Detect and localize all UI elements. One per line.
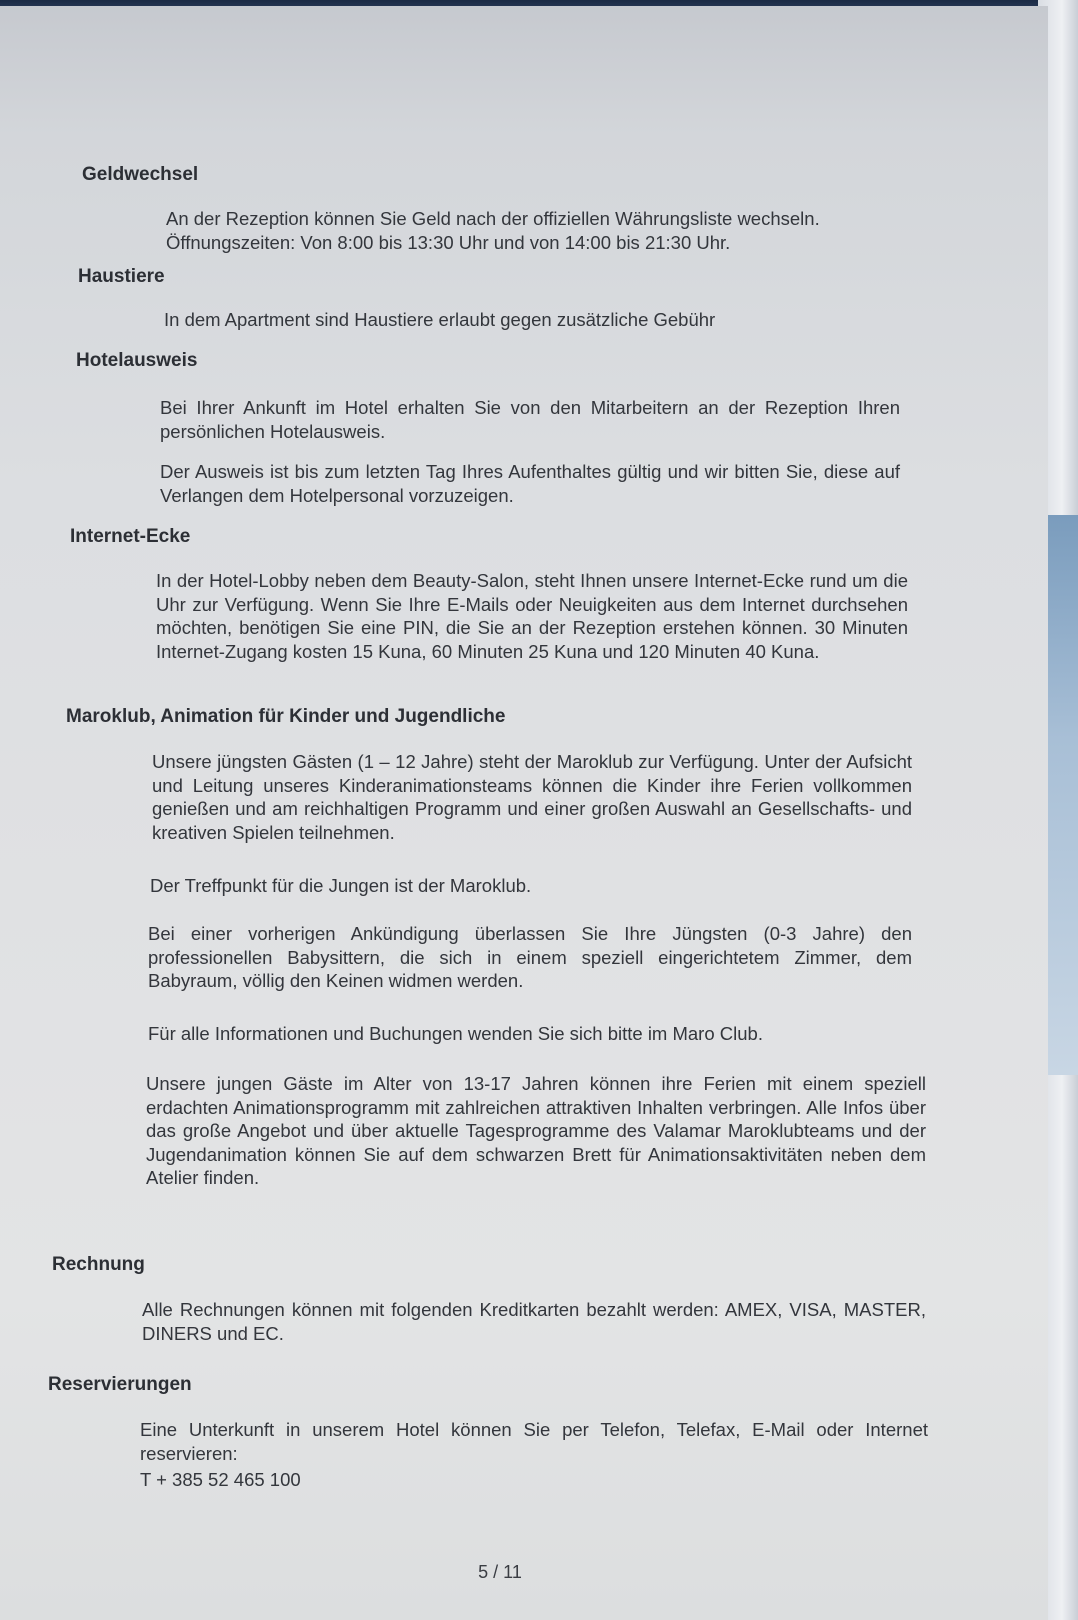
maroklub-text-4: Für alle Informationen und Buchungen wenden Sie sich bitte im Maro Club. <box>148 1023 763 1044</box>
document-page <box>0 6 1048 1620</box>
maroklub-text-3: Bei einer vorherigen Ankündigung überlassen Sie Ihre Jüngsten (0-3 Jahre) den professionellen Babysittern, die sich in einem speziell eingerichtetem Zimmer, dem Babyraum, völlig den Keinen widmen werden. <box>148 923 912 991</box>
hotelausweis-text-2: Der Ausweis ist bis zum letzten Tag Ihres Aufenthaltes gültig und wir bitten Sie, diese auf Verlangen dem Hotelpersonal vorzuzeigen. <box>160 461 900 506</box>
maroklub-text-5: Unsere jungen Gäste im Alter von 13-17 Jahren können ihre Ferien mit einem speziell erdachten Animationsprogramm mit zahlreichen attraktiven Inhalten verbringen. Alle Infos über das große Angebot und über aktuelle Tagesprogramme des Valamar Maroklubteams und der Jugendanimation können Sie auf dem schwarzen Brett für Animationsaktivitäten neben dem Atelier finden. <box>146 1073 926 1188</box>
geldwechsel-text: An der Rezeption können Sie Geld nach der offiziellen Währungsliste wechseln. Öffnungszeiten: Von 8:00 bis 13:30 Uhr und von 14:00 bis 21:30 Uhr. <box>166 208 820 253</box>
internet-text: In der Hotel-Lobby neben dem Beauty-Salon, steht Ihnen unsere Internet-Ecke rund um die Uhr zur Verfügung. Wenn Sie Ihre E-Mails oder Neuigkeiten aus dem Internet durchsehen möchten, benötigen Sie eine PIN, die Sie an der Rezeption erstehen können. 30 Minuten Internet-Zugang kosten 15 Kuna, 60 Minuten 25 Kuna und 120 Minuten 40 Kuna. <box>156 570 908 662</box>
hotelausweis-text-1: Bei Ihrer Ankunft im Hotel erhalten Sie von den Mitarbeitern an der Rezeption Ihren persönlichen Hotelausweis. <box>160 397 900 442</box>
reservierungen-text: Eine Unterkunft in unserem Hotel können Sie per Telefon, Telefax, E-Mail oder Internet reservieren: <box>140 1419 928 1464</box>
haustiere-text: In dem Apartment sind Haustiere erlaubt gegen zusätzliche Gebühr <box>164 309 716 330</box>
heading-reservierungen: Reservierungen <box>48 1374 192 1395</box>
heading-rechnung: Rechnung <box>52 1254 145 1275</box>
heading-maroklub: Maroklub, Animation für Kinder und Jugendliche <box>66 706 506 727</box>
maroklub-text-1: Unsere jüngsten Gästen (1 – 12 Jahre) steht der Maroklub zur Verfügung. Unter der Aufsicht und Leitung unseres Kinderanimationsteams können die Kinder ihre Ferien vollkommen genießen und am reichhaltigen Programm und einer großen Auswahl an Gesellschafts- und kreativen Spielen teilnehmen. <box>152 751 912 843</box>
adjacent-page-image <box>1046 515 1078 1075</box>
maroklub-text-2: Der Treffpunkt für die Jungen ist der Maroklub. <box>150 875 532 896</box>
rechnung-text: Alle Rechnungen können mit folgenden Kreditkarten bezahlt werden: AMEX, VISA, MASTER, DINERS und EC. <box>142 1299 926 1344</box>
page-number: 5 / 11 <box>478 1562 522 1582</box>
reservierungen-phone: T + 385 52 465 100 <box>140 1469 301 1490</box>
heading-hotelausweis: Hotelausweis <box>76 350 198 371</box>
heading-geldwechsel: Geldwechsel <box>82 164 199 185</box>
heading-internet-ecke: Internet-Ecke <box>70 526 191 547</box>
heading-haustiere: Haustiere <box>78 266 165 287</box>
